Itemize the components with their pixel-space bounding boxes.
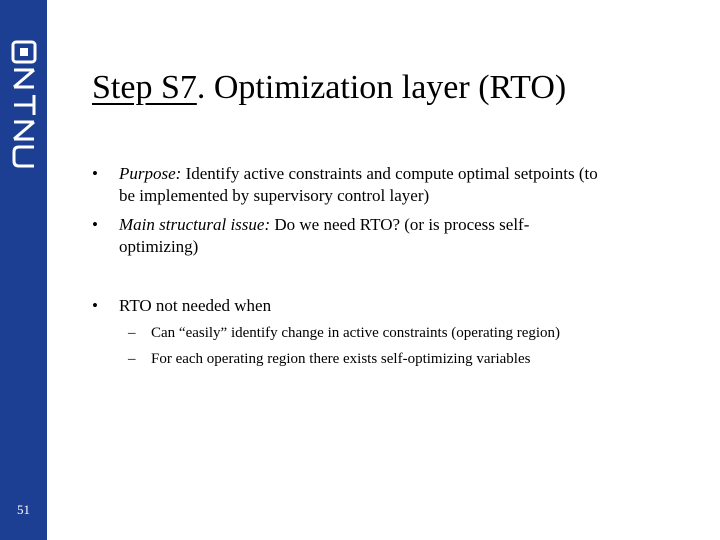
bullet-line: Identify active constraints and compute optimal setpoints (to	[185, 164, 598, 183]
ntnu-sidebar	[0, 0, 47, 540]
bullet-italic-lead: Main structural issue:	[119, 215, 271, 234]
bullet-text	[119, 214, 709, 258]
bullet-dot: •	[92, 296, 98, 315]
sub-bullet-text: Can “easily” identify change in active constraints (operating region)	[151, 325, 561, 341]
sub-bullet-dash: –	[128, 351, 136, 367]
bullet-text	[119, 163, 709, 207]
sub-bullet-text: For each operating region there exists self-optimizing variables	[151, 351, 531, 367]
slide-number: 51	[17, 502, 30, 517]
bullet-dot: •	[92, 164, 98, 183]
bullet-dot: •	[92, 215, 98, 234]
sub-bullet-dash: –	[128, 325, 136, 341]
bullet-italic-lead: Purpose:	[119, 164, 182, 183]
bullet-line: Do we need RTO? (or is process self-	[274, 215, 530, 234]
bullet-line: optimizing)	[119, 237, 199, 256]
title-rest: . Optimization layer (RTO)	[196, 69, 567, 106]
bullet-line: be implemented by supervisory control layer)	[119, 186, 430, 205]
slide-title	[92, 66, 566, 110]
title-step: Step S7	[92, 69, 197, 106]
ntnu-logo-icon	[9, 40, 39, 172]
bullet-text: RTO not needed when	[119, 296, 272, 315]
